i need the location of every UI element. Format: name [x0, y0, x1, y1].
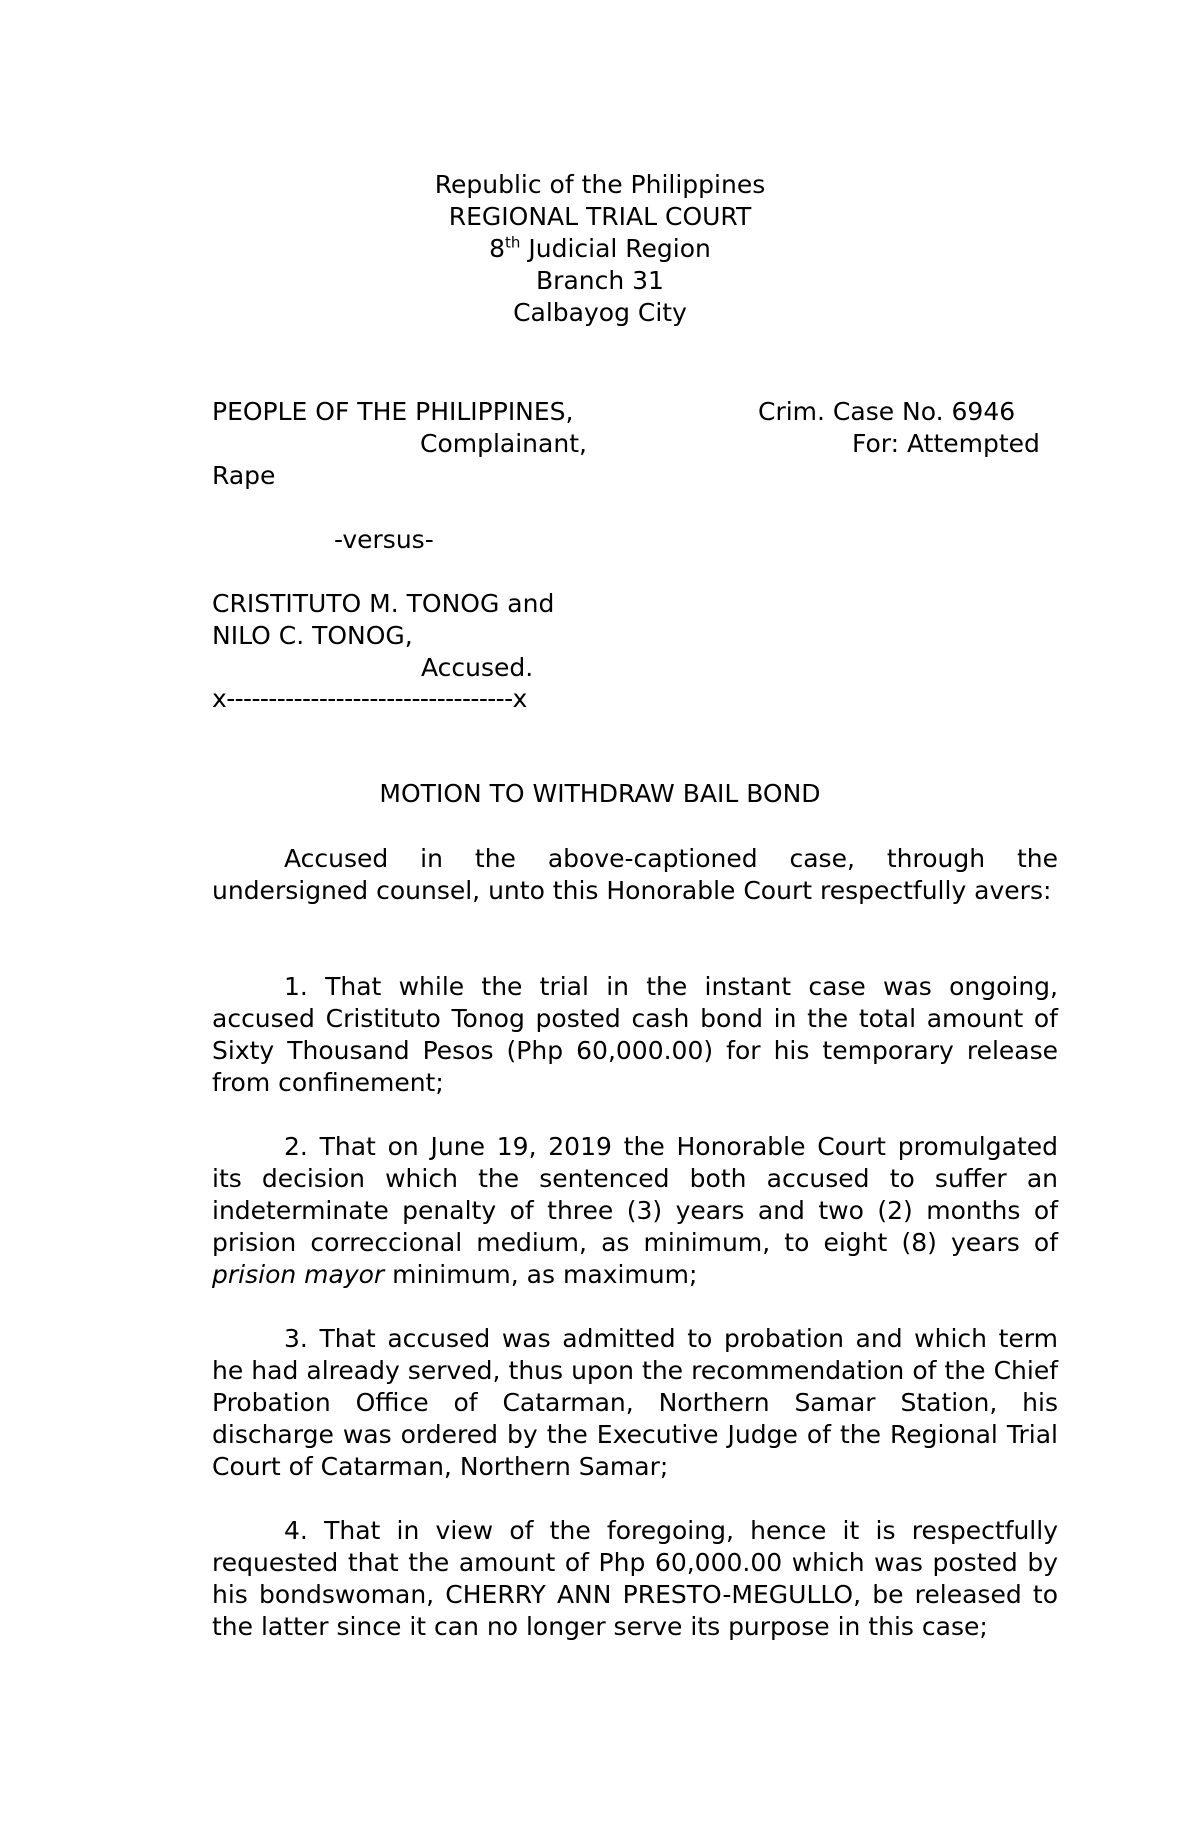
header-republic: Republic of the Philippines	[434, 170, 766, 199]
caption-plaintiff: PEOPLE OF THE PHILIPPINES,	[212, 397, 574, 426]
caption-accused-role: Accused.	[421, 653, 534, 682]
header-city: Calbayog City	[513, 298, 687, 327]
header-branch: Branch 31	[536, 266, 664, 295]
caption-offense: For: Attempted	[852, 429, 1040, 458]
caption-accused-2: NILO C. TONOG,	[212, 621, 413, 650]
paragraph-2-text-a: 2. That on June 19, 2019 the Honorable Court promulgated its decision which the sentenced both accused to suffer an indeterminate penalty of three (3) years and two (2) months of prision correccional medium, as minimum, to eight (8) years of	[212, 1132, 1058, 1257]
intro-paragraph: Accused in the above-captioned case, through the undersigned counsel, unto this Honorable Court respectfully avers:	[212, 844, 1058, 905]
paragraph-4: 4. That in view of the foregoing, hence it is respectfully requested that the amount of Php 60,000.00 which was posted by his bondswoman, CHERRY ANN PRESTO-MEGULLO, be released to the latter since it can no longer serve its purpose in this case;	[212, 1516, 1058, 1641]
caption-accused-1: CRISTITUTO M. TONOG and	[212, 589, 555, 618]
paragraph-2	[212, 1131, 1058, 1291]
header-region-text: Judicial Region	[520, 234, 711, 263]
header-region-suffix: th	[505, 233, 521, 252]
header-court: REGIONAL TRIAL COURT	[448, 202, 752, 231]
paragraph-1: 1. That while the trial in the instant case was ongoing, accused Cristituto Tonog posted cash bond in the total amount of Sixty Thousand Pesos (Php 60,000.00) for his temporary release from confinement;	[212, 972, 1058, 1097]
caption-versus: -versus-	[334, 525, 434, 554]
document-title: MOTION TO WITHDRAW BAIL BOND	[379, 779, 821, 808]
caption-case-number: Crim. Case No. 6946	[758, 397, 1016, 426]
paragraph-3: 3. That accused was admitted to probation and which term he had already served, thus upon the recommendation of the Chief Probation Office of Catarman, Northern Samar Station, his discharge was ordered by the Executive Judge of the Regional Trial Court of Catarman, Northern Samar;	[212, 1324, 1058, 1481]
caption-offense-continued: Rape	[212, 461, 276, 490]
caption-plaintiff-role: Complainant,	[420, 429, 587, 458]
header-region-number: 8	[489, 234, 506, 263]
paragraph-2-emphasis: prision mayor	[212, 1260, 385, 1289]
header-region	[0, 233, 1200, 265]
caption-separator: x----------------------------------x	[212, 684, 527, 713]
paragraph-2-text-b: minimum, as maximum;	[384, 1260, 698, 1289]
